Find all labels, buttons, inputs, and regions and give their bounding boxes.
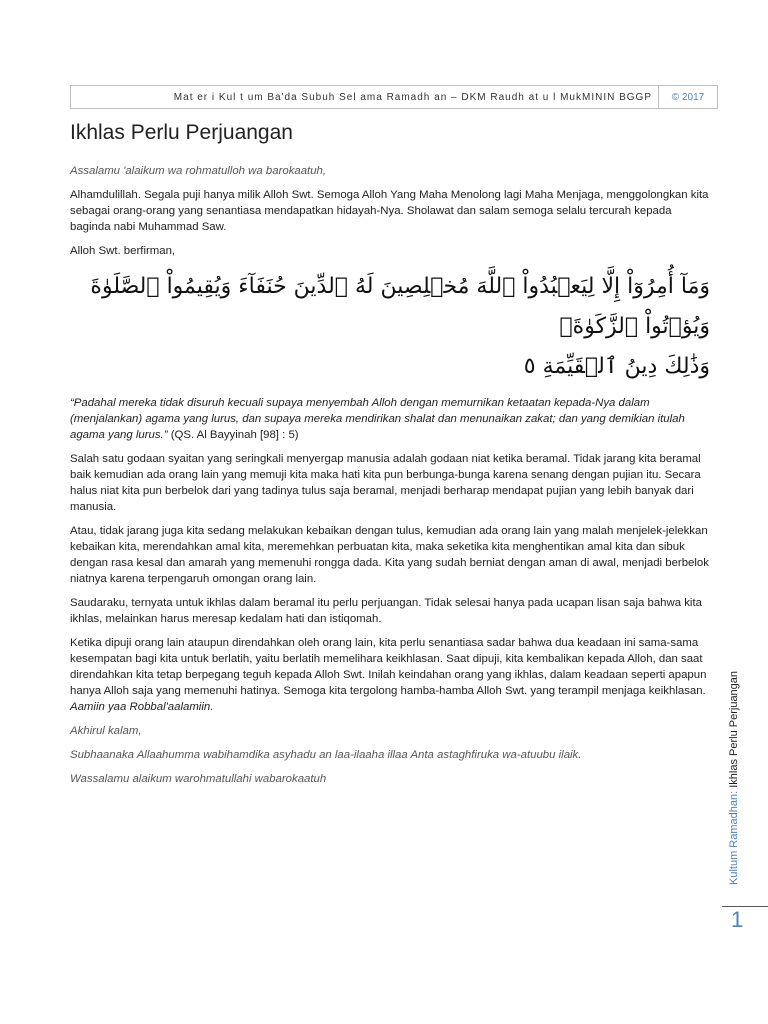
arabic-verse-line-1: وَمَآ أُمِرُوٓاْ إِلَّا لِيَعۡبُدُواْ ٱللَّهَ مُخۡلِصِينَ لَهُ ٱلدِّينَ حُنَفَآءَ وَيُقِيمُواْ ٱلصَّلَوٰةَ وَيُؤۡتُواْ ٱلزَّكَوٰةَۚ (90, 274, 710, 339)
header-year: © 2017 (658, 85, 718, 109)
closing-salam: Wassalamu alaikum warohmatullahi wabarokaatuh (70, 773, 327, 785)
header-title: Mat er i Kul t um Ba'da Subuh Sel ama Ramadh an – DKM Raudh at u l MukMININ BGGP (70, 85, 658, 109)
body-paragraph-4 (70, 635, 710, 715)
page-header (70, 85, 718, 109)
sidebar-running-title (728, 671, 740, 885)
sidebar-series: Kultum Ramadhan: (728, 790, 740, 885)
arabic-verse-line-2: وَذَٰلِكَ دِينُ ٱلۡقَيِّمَةِ ٥ (523, 354, 710, 379)
translation-text: “Padahal mereka tidak disuruh kecuali supaya menyembah Alloh dengan memurnikan ketaatan kepada-Nya dalam (menjalankan) agama yang lurus, dan supaya mereka mendirikan shalat dan menunaikan zakat; dan yang demikian itulah agama yang lurus.” (70, 397, 685, 441)
intro-paragraph: Alhamdulillah. Segala puji hanya milik Alloh Swt. Semoga Alloh Yang Maha Menolong lagi Maha Menjaga, menggolongkan kita sebagai orang-orang yang senantiasa mendapatkan hidayah-Nya. Sholawat dan salam semoga selalu tercurah kepada baginda nabi Muhammad Saw. (70, 189, 709, 233)
closing-doa: Subhaanaka Allaahumma wabihamdika asyhadu an laa-ilaaha illaa Anta astaghfiruka wa-atuubu ilaik. (70, 749, 582, 761)
translation-citation: (QS. Al Bayyinah [98] : 5) (170, 429, 299, 441)
body-paragraph-4-text: Ketika dipuji orang lain ataupun direndahkan oleh orang lain, kita perlu senantiasa sadar bahwa dua keadaan ini sama-sama kesempatan bagi kita untuk berlatih, yaitu berlatih memelihara keikhlasan. Saat dipuji, kita kembalikan kepada Alloh, dan saat direndahkan kita tetap berpegang teguh kepada Alloh Swt. Inilah keindahan orang yang ikhlas, dalam keadaan seperti apapun hanya Alloh saja yang memenuhi hatinya. Semoga kita tergolong hamba-hamba Alloh Swt. yang terampil menjaga keikhlasan. (70, 637, 707, 697)
firman-lead: Alloh Swt. berfirman, (70, 245, 176, 257)
document-body (70, 163, 710, 795)
body-paragraph-3: Saudaraku, ternyata untuk ikhlas dalam beramal itu perlu perjuangan. Tidak selesai hanya pada ucapan lisan saja bahwa kita ikhlas, melainkan harus meresap kedalam hati dan istiqomah. (70, 597, 702, 625)
translation-block (70, 395, 710, 443)
closing-akhirul: Akhirul kalam, (70, 725, 142, 737)
greeting: Assalamu 'alaikum wa rohmatulloh wa barokaatuh, (70, 165, 327, 177)
page-number: 1 (731, 907, 744, 932)
body-paragraph-1: Salah satu godaan syaitan yang seringkali menyergap manusia adalah godaan niat ketika beramal. Tidak jarang kita beramal baik kemudian ada orang lain yang memuji kita maka hati kita pun berbunga-bunga karena senang dengan pujian itu. Secara halus niat kita pun berbelok dari yang tadinya tulus saja beramal, menjadi berharap mendapat pujian yang lebih banyak dari manusia. (70, 453, 701, 513)
page-number-divider (722, 906, 768, 907)
document-title: Ikhlas Perlu Perjuangan (70, 121, 293, 144)
arabic-verse (70, 267, 710, 387)
body-paragraph-2: Atau, tidak jarang juga kita sedang melakukan kebaikan dengan tulus, kemudian ada orang lain yang malah menjelek-jelekkan kebaikan kita, merendahkan amal kita, meremehkan perbuatan kita, maka seketika kita menghentikan amal kita dan sibuk dengan rasa kesal dan amarah yang memenuhi rongga dada. Kita yang sudah berniat dengan aman di awal, menjadi berbelok niatnya karena terpengaruh omongan orang lain. (70, 525, 709, 585)
sidebar-topic: Ikhlas Perlu Perjuangan (728, 670, 740, 788)
amin-text: Aamiin yaa Robbal'aalamiin. (70, 701, 214, 713)
